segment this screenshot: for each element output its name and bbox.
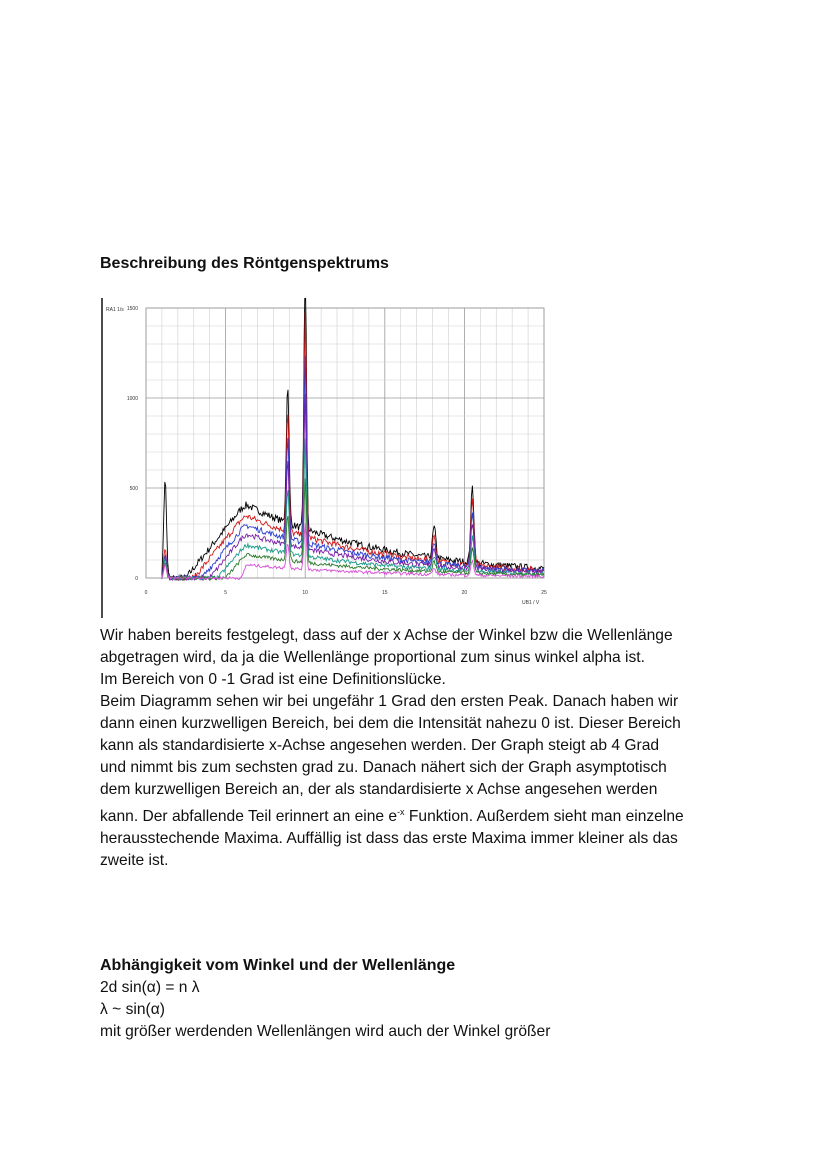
text-line-2: abgetragen wird, da ja die Wellenlänge proportional zum sinus winkel alpha ist. [100,649,645,666]
conclusion-text: mit größer werdenden Wellenlängen wird auch der Winkel größer [100,1023,551,1040]
y-tick-label: 1500 [126,306,138,312]
text-line-9-a: kann. Der abfallende Teil erinnert an eine e [100,808,398,826]
x-tick-label: 25 [541,590,547,596]
text-line-6: kann als standardisierte x-Achse angesehen werden. Der Graph steigt ab 4 Grad [100,737,660,754]
y-tick-label: 0 [135,576,138,582]
text-line-4: Beim Diagramm sehen wir bei ungefähr 1 Grad den ersten Peak. Danach haben wir [100,693,679,710]
formula-bragg: 2d sin(α) = n λ [100,979,200,996]
text-line-8: dem kurzwelligen Bereich an, der als standardisierte x Achse angesehen werden [100,781,658,798]
x-tick-label: 10 [302,590,308,596]
x-tick-label: 0 [144,590,148,596]
x-tick-label: 20 [461,590,468,596]
text-line-11: zweite ist. [100,852,169,870]
text-line-9-b: Funktion. Außerdem sieht man einzelne [404,808,684,826]
heading-abhaengigkeit: Abhängigkeit vom Winkel und der Wellenlänge [100,957,456,974]
xray-spectrum-chart [100,298,550,620]
text-line-10: herausstechende Maxima. Auffällig ist dass das erste Maxima immer kleiner als das [100,830,678,848]
text-line-5: dann einen kurzwelligen Bereich, bei dem die Intensität nahezu 0 ist. Dieser Bereich [100,715,681,732]
formula-block [100,977,740,1043]
description-paragraph [100,625,740,872]
exponent-superscript: -x [397,807,405,817]
heading-roentgenspektrum: Beschreibung des Röntgenspektrums [100,255,389,272]
x-axis-label: UB1 / V [522,600,540,606]
x-tick-label: 15 [382,590,388,596]
text-line-9 [100,801,740,828]
x-tick-label: 5 [224,590,227,596]
chart-svg [100,298,550,620]
y-axis-label: RA1 1/s [106,307,124,313]
text-line-1: Wir haben bereits festgelegt, dass auf der x Achse der Winkel bzw die Wellenlänge [100,627,673,644]
plot-frame [146,308,544,578]
formula-proportional: λ ~ sin(α) [100,1001,165,1018]
text-line-7: und nimmt bis zum sechsten grad zu. Danach nähert sich der Graph asymptotisch [100,759,667,776]
y-tick-label: 500 [129,486,138,492]
text-line-3: Im Bereich von 0 -1 Grad ist eine Definitionslücke. [100,671,446,688]
y-tick-label: 1000 [126,396,138,402]
